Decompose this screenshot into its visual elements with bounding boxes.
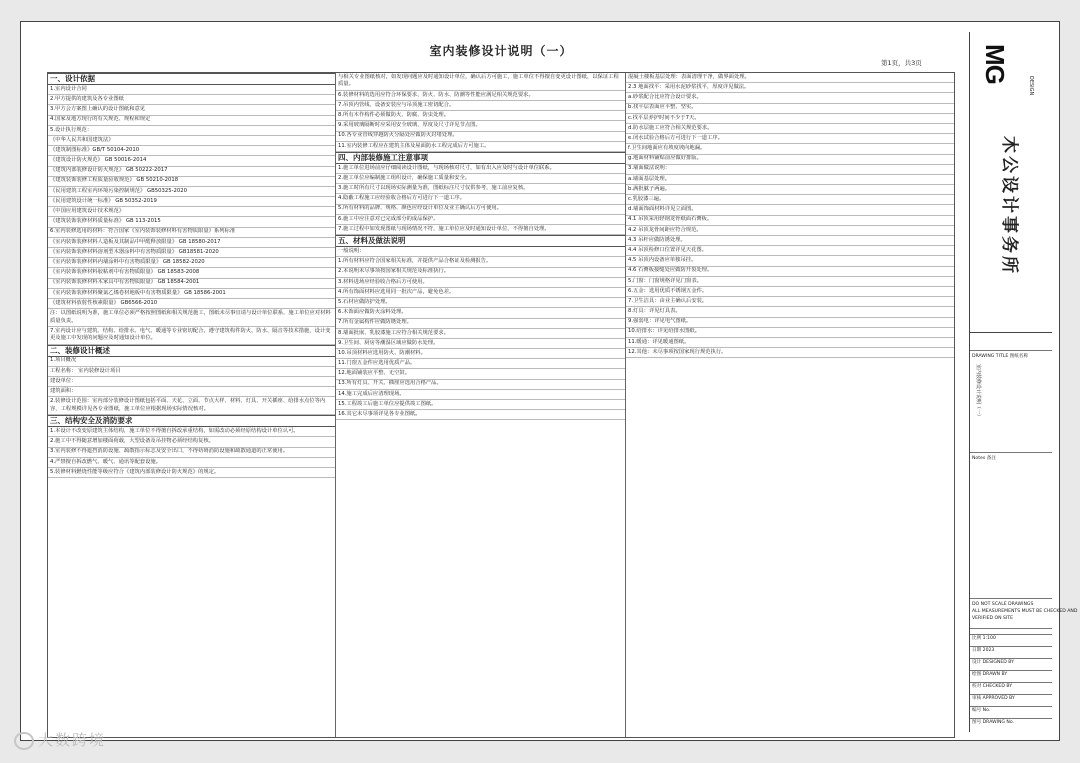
spec-line: 《建筑设计防火规范》 GB 50016-2014: [48, 156, 335, 166]
section-heading: 一、设计依据: [48, 73, 335, 85]
spec-line: 5.石材应做防护处理。: [336, 298, 625, 308]
spec-line: 7.所有金属构件应做防锈处理。: [336, 319, 625, 329]
watermark-text: 大数跨境: [38, 731, 107, 749]
spec-column-1: [48, 73, 336, 737]
spec-line: b.找平层表面应平整、坚实。: [626, 104, 954, 114]
brand-logo: MG: [980, 44, 1010, 84]
spec-line: c.乳胶漆三遍。: [626, 195, 954, 205]
spec-line: 7.施工过程中如发现图纸与现场情况不符，施工单位应及时通知设计单位，不得擅自处理。: [336, 225, 625, 235]
spec-line: f.卫生间地面应有坡度坡向地漏。: [626, 144, 954, 154]
title-block-row: 设计 DESIGNED BY: [972, 660, 1014, 665]
spec-line: 2.3 地面找平：采用水泥砂浆找平，厚度详见做法。: [626, 83, 954, 93]
spec-line: 《室内装饰装修材料胶粘剂中有害物质限量》 GB 18583-2008: [48, 268, 335, 278]
spec-line: 11.门窗五金件应选用优质产品。: [336, 359, 625, 369]
spec-line: 4.隐蔽工程施工应经验收合格后方可进行下一道工序。: [336, 194, 625, 204]
spec-line: c.找平层养护时间不少于7天。: [626, 114, 954, 124]
drawing-title-value: 室内装修设计说明（一）: [975, 364, 981, 420]
spec-line: 10.吊顶材料应选用防火、防潮材料。: [336, 349, 625, 359]
spec-line: 4.3 吊杆应做防锈处理。: [626, 236, 954, 246]
watermark: [14, 729, 106, 750]
spec-line: 《建筑制图标准》GB/T 50104-2010: [48, 146, 335, 156]
spec-line: 2.装修设计范围：室内部分装修设计图纸包括平面、天花、立面、节点大样、材料、灯具、开关插座、给排水点位等内容，工程规模详见各专业图纸，施工单位应根据现场实际情况核对。: [48, 397, 335, 415]
spec-line: 7.室内设计应与建筑、结构、给排水、电气、暖通等专业密切配合，遵守建筑构件防火、防水、隔音等技术措施，设计变更及施工中发现的问题应及时通知设计单位。: [48, 327, 335, 345]
title-block-row: 图号 DRAWING No.: [972, 720, 1015, 725]
spec-line: 5.所有材料的品牌、规格、颜色应经设计单位及业主确认后方可使用。: [336, 205, 625, 215]
section-heading: 四、内部装修施工注意事项: [336, 152, 625, 164]
spec-line: 5.门窗：门窗规格详见门窗表。: [626, 277, 954, 287]
spec-line: 《建筑装饰装修工程质量验收规范》 GB 50210-2018: [48, 177, 335, 187]
spec-line: 《建筑内部装修设计防火规范》 GB 50222-2017: [48, 167, 335, 177]
spec-line: 6.木饰面应做防火涂料处理。: [336, 308, 625, 318]
warning-line-2: ALL MEASUREMENTS MUST BE CHECKED AND: [972, 609, 1078, 614]
drawing-title-label: DRAWING TITLE 图纸名称: [972, 354, 1029, 359]
company-name: 木公设计事务所: [999, 136, 1019, 276]
spec-line: a.砂浆配合比应符合设计要求。: [626, 93, 954, 103]
spec-line: 4.1 吊顶采用轻钢龙骨纸面石膏板。: [626, 216, 954, 226]
spec-line: 5.设计执行规范：: [48, 126, 335, 136]
spec-line: 2.施工单位应编制施工组织设计，确保施工质量和安全。: [336, 174, 625, 184]
spec-line: 《室内装饰装修材料聚氯乙烯卷材地板中有害物质限量》 GB 18586-2001: [48, 289, 335, 299]
spec-line: 9.卫生间、厨房等潮湿区域应做防水处理。: [336, 339, 625, 349]
title-block-row: 比例 1:100: [972, 636, 996, 641]
document-title: 室内装修设计说明（一）: [429, 44, 573, 58]
title-block-row: 绘图 DRAWN BY: [972, 672, 1008, 677]
spec-line: 4.所有饰面材料应选用同一批次产品，避免色差。: [336, 288, 625, 298]
spec-line: 7.吊顶内管线、设备安装应与吊顶施工密切配合。: [336, 101, 625, 111]
spec-line: 1.所有材料应符合国家相关标准，并提供产品合格证及检测报告。: [336, 257, 625, 267]
spec-line: 1.本设计不改变原建筑主体结构，施工单位不得擅自拆改承重结构，如需改动必须经原结构设计单位认可。: [48, 427, 335, 437]
spec-line: d.墙面饰面材料详见立面图。: [626, 205, 954, 215]
spec-line: 《建筑材料放射性核素限量》 GB6566-2010: [48, 299, 335, 309]
spec-line: 12.地面铺装应平整、无空鼓。: [336, 369, 625, 379]
spec-line: 8.灯具：详见灯具表。: [626, 307, 954, 317]
spec-line: 4.2 吊顶龙骨间距应符合规范。: [626, 226, 954, 236]
spec-line: 2.施工中不得随意增加楼面荷载，大型设备及吊挂物必须经结构复核。: [48, 437, 335, 447]
spec-line: 2.甲方提供的建筑及各专业图纸: [48, 95, 335, 105]
spec-line: 4.国家及地方现行的有关规范、规程和规定: [48, 116, 335, 126]
notes-label: Notes 备注: [972, 456, 996, 461]
spec-line: 4.严禁擅自拆改燃气、暖气、通讯等配套设施。: [48, 458, 335, 468]
spec-line: 混凝土楼板基层处理：表面清理干净，做界面处理。: [626, 73, 954, 83]
spec-line: 6.装修材料的选用应符合环保要求，防火、防水、防潮等性能应满足相关规范要求。: [336, 91, 625, 101]
spec-line: 《室内装饰装修材料溶剂型木器涂料中有害物质限量》 GB18581-2020: [48, 248, 335, 258]
warning-line-1: DO NOT SCALE DRAWINGS: [972, 602, 1034, 607]
spec-column-2: [336, 73, 626, 737]
spec-line: 《室内装饰装修材料内墙涂料中有害物质限量》 GB 18582-2020: [48, 258, 335, 268]
spec-line: d.防水层施工应符合相关规范要求。: [626, 124, 954, 134]
spec-line: 9.强弱电：详见电气图纸。: [626, 318, 954, 328]
spec-line: 《民用建筑设计统一标准》 GB 50352-2019: [48, 197, 335, 207]
spec-line: 建筑面积：: [48, 387, 335, 397]
spec-line: 8.墙面批嵌、乳胶漆施工应符合相关规范要求。: [336, 329, 625, 339]
spec-line: 12.其他：未尽事项按国家现行规范执行。: [626, 348, 954, 358]
spec-line: 1.项目概况: [48, 357, 335, 367]
spec-line: 《中国应用建筑设计技术规范》: [48, 207, 335, 217]
spec-line: 14.施工完成后应清理现场。: [336, 390, 625, 400]
brand-tag: DESIGN: [1028, 76, 1034, 96]
spec-line: 3.施工时所有尺寸以现场实际测量为准，图纸标注尺寸仅供参考，施工前应复核。: [336, 184, 625, 194]
spec-line: 注：以图纸说明为准，施工单位必须严格按照图纸和相关规范施工，图纸未尽事宜请与设计单位联系，施工单位应对材料质量负责。: [48, 309, 335, 327]
title-block-row: 编号 No.: [972, 708, 991, 713]
spec-line: 《建筑装饰装修材料质量标准》 GB 113-2015: [48, 217, 335, 227]
spec-line: g.地面材料铺贴前应做好排版。: [626, 155, 954, 165]
spec-line: 2.本说明未尽事项按国家相关规范及标准执行。: [336, 268, 625, 278]
spec-line: 1.施工单位进场前应仔细阅读设计图纸，与现场核对尺寸，如有出入应及时与设计单位联系。: [336, 164, 625, 174]
spec-line: 与相关专业图纸核对，如发现问题应及时通知设计单位，确认后方可施工，施工单位不得擅自变更设计图纸，以保证工程质量。: [336, 73, 625, 91]
spec-line: 6.五金：选用优质不锈钢五金件。: [626, 287, 954, 297]
spec-line: 5.装修材料燃烧性能等级应符合《建筑内部装修设计防火规范》的规定。: [48, 468, 335, 478]
spec-line: 9.采用玻璃隔断时应采用安全玻璃，厚度及尺寸详见节点图。: [336, 121, 625, 131]
spec-line: 建设单位：: [48, 377, 335, 387]
title-block-row: 校对 CHECKED BY: [972, 684, 1013, 689]
drawing-sheet: [20, 21, 1078, 741]
spec-line: 16.其它未尽事项详见各专业图纸。: [336, 410, 625, 420]
spec-line: 10.给排水：详见给排水图纸。: [626, 328, 954, 338]
spec-line: 6.室内装修选用的材料：符合国家《室内装饰装修材料有害物质限量》系列标准: [48, 228, 335, 238]
spec-line: 《民用建筑工程室内环境污染控制规范》 GB50325-2020: [48, 187, 335, 197]
spec-content: [47, 72, 955, 738]
spec-line: 8.所有木作构件必须做防火、防腐、防虫处理。: [336, 111, 625, 121]
title-block: [969, 32, 1078, 732]
spec-line: 4.6 石膏板接缝处应做防开裂处理。: [626, 267, 954, 277]
spec-line: e.闭水试验合格后方可进行下一道工序。: [626, 134, 954, 144]
spec-column-3: [626, 73, 954, 737]
spec-line: 15.工程竣工后施工单位应提供竣工图纸。: [336, 400, 625, 410]
section-heading: 三、结构安全及消防要求: [48, 415, 335, 427]
spec-line: 13.所有灯具、开关、插座应选用合格产品。: [336, 380, 625, 390]
section-heading: 五、材料及做法说明: [336, 235, 625, 247]
spec-line: 工程名称： 室内装修设计项目: [48, 367, 335, 377]
spec-line: 6.施工中应注意对已完成部分的成品保护。: [336, 215, 625, 225]
section-heading: 二、装修设计概述: [48, 345, 335, 357]
logo-area: [970, 32, 1052, 333]
spec-line: 4.4 吊顶检修口位置详见天花图。: [626, 246, 954, 256]
spec-line: 3.室内装修不得遮挡消防设施、疏散指示标志及安全出口，不得妨碍消防设施和疏散通道的正常使用。: [48, 448, 335, 458]
page-info: 第1页，共3页: [881, 59, 922, 67]
spec-line: 3.甲方会方案图上确认的设计图纸和意见: [48, 105, 335, 115]
spec-line: 4.5 吊顶内设备应单独吊挂。: [626, 256, 954, 266]
spec-line: 一般说明：: [336, 247, 625, 257]
title-block-row: 日期 2023: [972, 648, 995, 653]
spec-line: a.墙面基层处理。: [626, 175, 954, 185]
spec-line: 1.室内设计合同: [48, 85, 335, 95]
spec-line: b.满批腻子两遍。: [626, 185, 954, 195]
spec-line: 《室内装饰装修材料木家具中有害物质限量》 GB 18584-2001: [48, 279, 335, 289]
spec-line: 7.卫生洁具：由业主确认后安装。: [626, 297, 954, 307]
watermark-logo-icon: [14, 732, 34, 750]
spec-line: 3.材料进场应经验收合格后方可使用。: [336, 278, 625, 288]
spec-line: 11.暖通：详见暖通图纸。: [626, 338, 954, 348]
spec-line: 10.各专业管线穿越防火分隔处应做防火封堵处理。: [336, 132, 625, 142]
warning-line-3: VERIFIED ON SITE: [972, 616, 1013, 621]
spec-line: 《中华人民共和国建筑法》: [48, 136, 335, 146]
spec-line: 11.室内装修工程应在建筑主体及屋面防水工程完成后方可施工。: [336, 142, 625, 152]
spec-line: 3.墙面做法说明：: [626, 165, 954, 175]
spec-line: 《室内装饰装修材料人造板及其制品中甲醛释放限量》 GB 18580-2017: [48, 238, 335, 248]
title-block-row: 审核 APPROVED BY: [972, 696, 1015, 701]
